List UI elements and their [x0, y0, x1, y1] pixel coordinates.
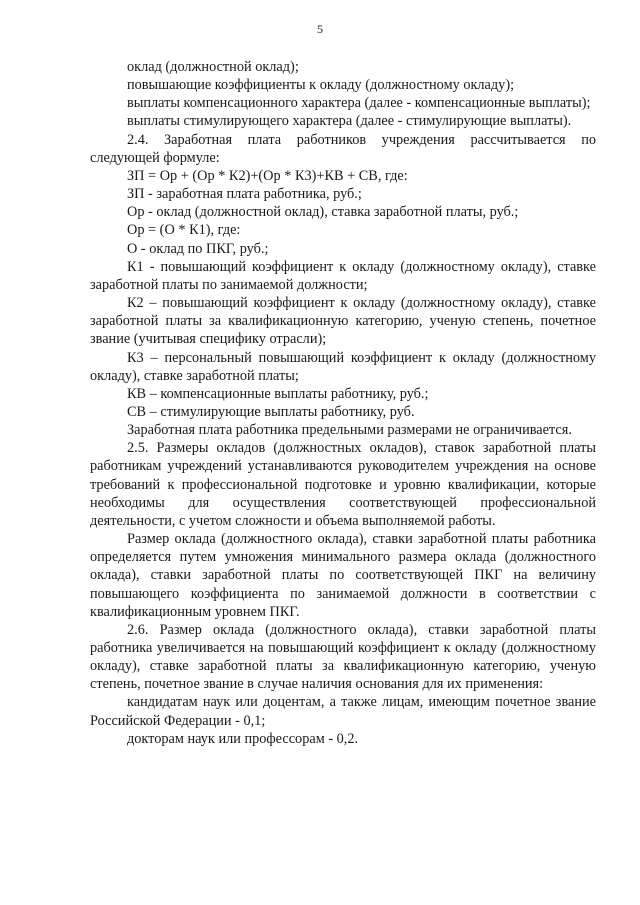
page-number: 5	[317, 22, 323, 36]
formula-or: Ор = (О * К1), где:	[127, 222, 241, 239]
paragraph-candidates-coefficient: кандидатам наук или доцентам, а также лицам, имеющим почетное звание Российской Федерации - 0,1;	[90, 694, 596, 729]
formula-term-zp: ЗП - заработная плата работника, руб.;	[127, 186, 362, 203]
formula-term-k1: К1 - повышающий коэффициент к окладу (должностному окладу), ставке заработной платы по занимаемой должности;	[90, 258, 596, 293]
document-body	[90, 58, 596, 748]
paragraph-salary-component-4: выплаты стимулирующего характера (далее - стимулирующие выплаты).	[127, 113, 572, 130]
formula-term-k3: К3 – персональный повышающий коэффициент к окладу (должностному окладу), ставке заработной платы;	[90, 349, 596, 384]
paragraph-doctors-coefficient: докторам наук или профессорам - 0,2.	[127, 730, 359, 747]
paragraph-salary-component-1: оклад (должностной оклад);	[127, 59, 299, 75]
paragraph-salary-unlimited: Заработная плата работника предельными размерами не ограничивается.	[127, 422, 572, 439]
formula-term-k2: К2 – повышающий коэффициент к окладу (должностному окладу), ставке заработной платы за квалификационную категорию, ученую степень, почетное звание (учитывая специфику отрасли);	[90, 295, 596, 348]
formula-term-o: О - оклад по ПКГ, руб.;	[127, 240, 269, 257]
paragraph-salary-component-3: выплаты компенсационного характера (далее - компенсационные выплаты);	[127, 95, 591, 112]
formula-term-sv: СВ – стимулирующие выплаты работнику, руб.	[127, 403, 415, 420]
paragraph-salary-size: Размер оклада (должностного оклада), ставки заработной платы работника определяется путем умножения минимального размера оклада (должностного оклада), ставки заработной платы по соответствующей ПКГ на величину повышающего коэффициента по занимаемой должности в соответствии с квалификационным уровнем ПКГ.	[90, 531, 596, 620]
paragraph-salary-component-2: повышающие коэффициенты к окладу (должностному окладу);	[127, 77, 515, 94]
formula-term-kv: КВ – компенсационные выплаты работнику, руб.;	[127, 385, 429, 402]
paragraph-section-2-5: 2.5. Размеры окладов (должностных окладов), ставок заработной платы работникам учреждений устанавливаются руководителем учреждения на основе требований к профессиональной подготовке и уровню квалификации, которые необходимы для осуществления соответствующей профессиональной деятельности, с учетом сложности и объема выполняемой работы.	[90, 440, 596, 529]
paragraph-section-2-4: 2.4. Заработная плата работников учреждения рассчитывается по следующей формуле:	[90, 131, 596, 166]
formula-term-or: Ор - оклад (должностной оклад), ставка заработной платы, руб.;	[127, 204, 519, 221]
formula-salary: ЗП = Ор + (Ор * К2)+(Ор * К3)+КВ + СВ, где:	[127, 167, 408, 184]
paragraph-section-2-6: 2.6. Размер оклада (должностного оклада), ставки заработной платы работника увеличивается на повышающий коэффициент к окладу (должностному окладу), ставке заработной платы за квалификационную категорию, ученую степень, почетное звание в случае наличия основания для их применения:	[90, 621, 596, 693]
